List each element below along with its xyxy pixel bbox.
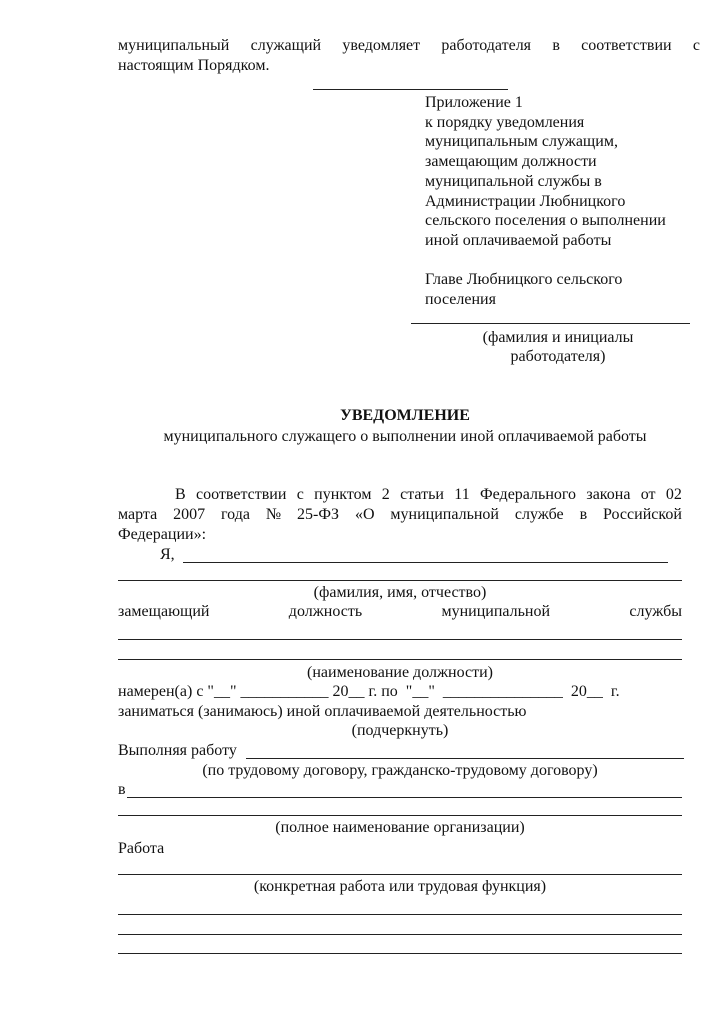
separator-line [313, 89, 508, 90]
intro-word: служащий [250, 37, 322, 54]
contract-field[interactable] [246, 758, 684, 759]
para-word: 11 [454, 486, 470, 503]
employer-caption-2: работодателя) [510, 348, 606, 365]
fio-field-2[interactable] [118, 580, 682, 581]
para-word: Российской [603, 506, 682, 523]
document-subtitle: муниципального служащего о выполнении иной оплачиваемой работы [163, 428, 647, 445]
intro-word: с [692, 37, 700, 54]
addressee-line: поселения [425, 290, 496, 308]
para-word: № [265, 506, 282, 523]
position-field-1[interactable] [118, 639, 682, 640]
para-word: В [175, 486, 186, 503]
appendix-line: Администрации Любницкого [425, 192, 626, 210]
contract-caption: (по трудовому договору, гражданско-трудовому договору) [202, 762, 598, 779]
para-line-1 [175, 485, 682, 505]
employer-name-field[interactable] [411, 323, 690, 324]
intro-line-1 [118, 36, 700, 56]
intro-word: работодателя [441, 37, 532, 54]
para-word: года [221, 506, 250, 523]
position-field-2[interactable] [118, 659, 682, 660]
para-word: от [640, 486, 656, 503]
work-label: Работа [118, 840, 165, 857]
para-word: 25-ФЗ [297, 506, 340, 523]
intro-word: соответствии [581, 37, 672, 54]
org-field-1[interactable] [127, 797, 682, 798]
intro-word: уведомляет [342, 37, 421, 54]
fio-field-1[interactable] [183, 562, 668, 563]
para-word: статьи [400, 486, 444, 503]
para-word: марта [118, 506, 158, 523]
i-label: Я, [160, 546, 175, 563]
para-word: «О [354, 506, 375, 523]
extra-field-1[interactable] [118, 914, 682, 915]
in-label: в [118, 781, 126, 798]
position-word: службы [629, 603, 682, 620]
work-field[interactable] [118, 874, 682, 875]
extra-field-3[interactable] [118, 953, 682, 954]
para-word: муниципальной [390, 506, 499, 523]
addressee-line: Главе Любницкого сельского [425, 271, 623, 288]
para-word: 2 [381, 486, 390, 503]
fio-caption: (фамилия, имя, отчество) [313, 584, 487, 601]
para-word: Федерального [480, 486, 577, 503]
appendix-line: сельского поселения о выполнении [425, 212, 666, 230]
org-caption: (полное наименование организации) [275, 819, 525, 836]
para-word: с [296, 486, 304, 503]
employer-caption-1: (фамилия и инициалы [482, 329, 634, 346]
para-word: 02 [665, 486, 682, 503]
appendix-line: Приложение 1 [425, 94, 523, 111]
intro-line-2: настоящим Порядком. [118, 57, 270, 74]
position-caption: (наименование должности) [307, 664, 493, 681]
para-line-3: Федерации»: [118, 526, 207, 543]
para-word: пунктом [314, 486, 372, 503]
appendix-line: к порядку уведомления [425, 113, 585, 131]
org-field-2[interactable] [118, 815, 682, 816]
para-word: службе [514, 506, 564, 523]
para-word: в [579, 506, 588, 523]
work-caption: (конкретная работа или трудовая функция) [253, 878, 547, 895]
position-word: муниципальной [441, 603, 551, 620]
position-word: должность [288, 603, 363, 620]
performing-label: Выполняя работу [118, 742, 237, 759]
intend-line: намерен(а) с "__" ___________ 20__ г. по "__" _______________ 20__ г. [118, 683, 620, 700]
underline-caption: (подчеркнуть) [351, 722, 449, 739]
intro-word: в [552, 37, 560, 54]
position-word: замещающий [118, 603, 210, 620]
engage-line: заниматься (занимаюсь) иной оплачиваемой деятельностью [118, 703, 527, 720]
intro-word: муниципальный [118, 37, 230, 54]
para-word: 2007 [173, 506, 206, 523]
para-line-2 [118, 505, 682, 525]
para-word: закона [586, 486, 631, 503]
document-title: УВЕДОМЛЕНИЕ [340, 407, 470, 424]
position-line [118, 602, 682, 622]
appendix-line: муниципальной службы в [425, 172, 602, 190]
appendix-line: иной оплачиваемой работы [425, 231, 612, 249]
para-word: соответствии [196, 486, 287, 503]
appendix-line: муниципальным служащим, [425, 133, 618, 151]
appendix-line: замещающим должности [425, 153, 597, 171]
extra-field-2[interactable] [118, 934, 682, 935]
